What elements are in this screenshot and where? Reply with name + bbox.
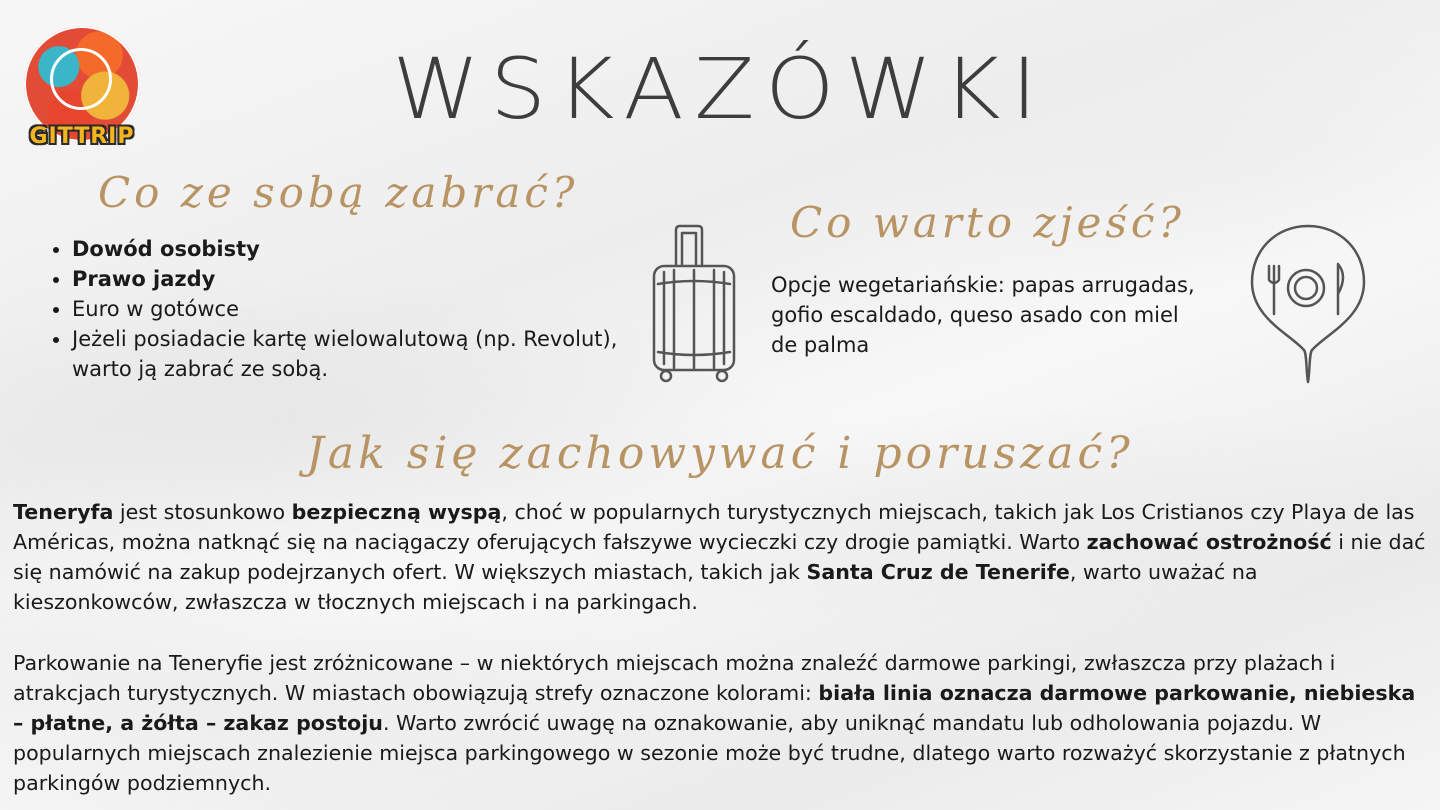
list-item: • Euro w gotówce (72, 294, 632, 324)
list-item: • Dowód osobisty (72, 234, 632, 264)
text: , choć w popularnych turystycznych miejscach, takich jak Los Cristianos czy Playa de las Américas, można natknąć się na naciągaczy oferujących fałszywe wycieczki czy drogie pamiątki. Warto (13, 500, 1415, 554)
text: . Warto zwrócić uwagę na oznakowanie, aby uniknąć mandatu lub odholowania pojazdu. W popularnych miejscach znalezienie miejsca parkingowego w sezonie może być trudne, dlatego warto rozważyć skorzystanie z płatnych parkingów podziemnych. (13, 711, 1406, 795)
bold-text: Teneryfa (13, 500, 114, 524)
list-item: • Jeżeli posiadacie kartę wielowalutową (np. Revolut), warto ją zabrać ze sobą. (72, 324, 632, 384)
bold-text: Santa Cruz de Tenerife (806, 560, 1070, 584)
bold-text: biała linia oznacza darmowe parkowanie, niebieska – płatne, a żółta – zakaz postoju (13, 681, 1416, 735)
text: Parkowanie na Teneryfie jest zróżnicowane – w niektórych miejscach można znaleźć darmowe parkingi, zwłaszcza przy plażach i atrakcjach turystycznych. W miastach obowiązują strefy oznaczone kolorami: (13, 651, 1336, 705)
logo-text: GITTRIP (29, 124, 135, 149)
bold-text: bezpieczną wyspą (291, 500, 502, 524)
list-item: • Prawo jazdy (72, 264, 632, 294)
safety-paragraph (13, 497, 1428, 617)
text: i nie dać się namówić na zakup podejrzanych ofert. W większych miastach, takich jak (13, 530, 1426, 584)
food-location-pin-icon (1246, 222, 1370, 386)
food-recommendation-text: Opcje wegetariańskie: papas arrugadas, gofio escaldado, queso asado con miel de palma (771, 273, 1195, 357)
heading-behaviour-and-transport: Jak się zachowywać i poruszać? (306, 428, 1134, 479)
parking-paragraph (13, 648, 1428, 798)
heading-what-to-eat: Co warto zjeść? (790, 198, 1185, 247)
heading-what-to-pack: Co ze sobą zabrać? (98, 168, 579, 217)
page-title: WSKAZÓWKI (392, 40, 1048, 138)
packing-list (50, 234, 632, 384)
text: jest stosunkowo (113, 500, 292, 524)
bold-text: zachować ostrożność (1086, 530, 1332, 554)
suitcase-icon (648, 224, 740, 386)
text: , warto uważać na kieszonkowców, zwłaszcza w tłocznych miejscach i na parkingach. (13, 560, 1258, 614)
